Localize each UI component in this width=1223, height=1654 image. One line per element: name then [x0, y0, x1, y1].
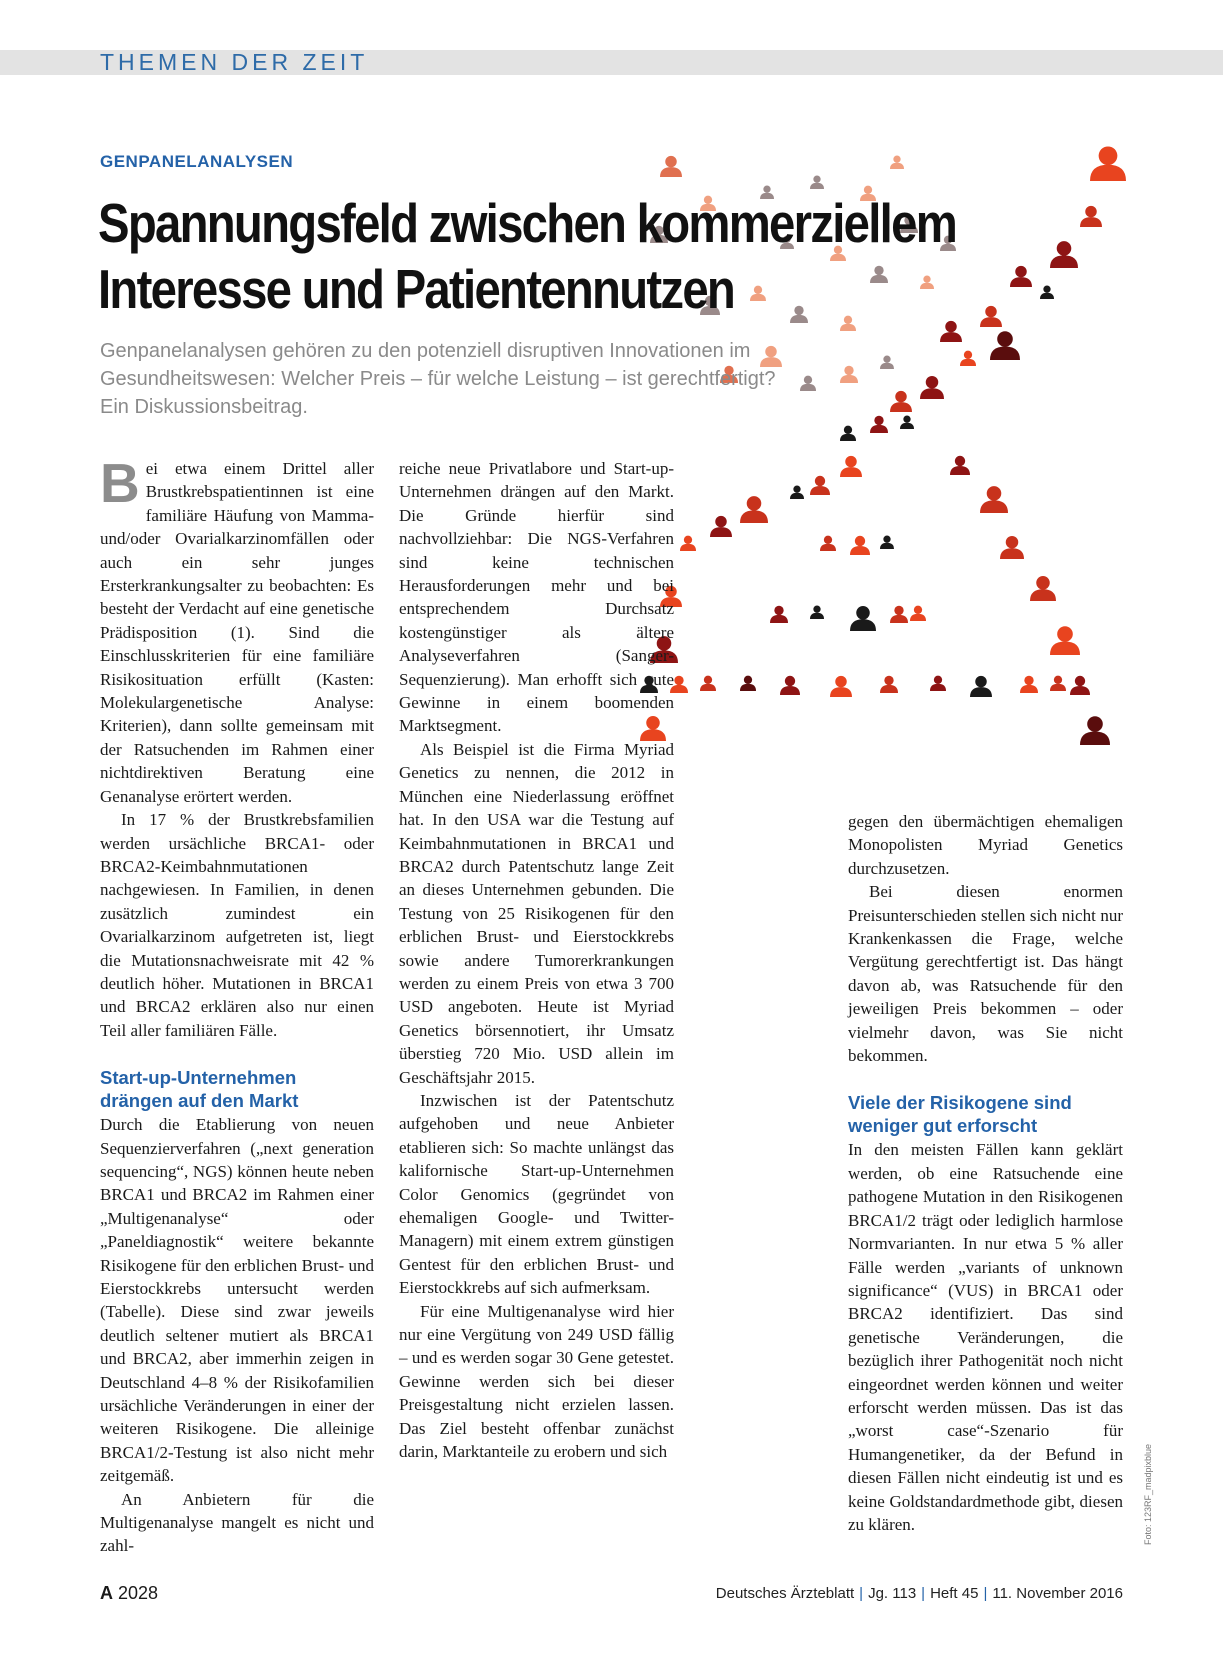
journal-issue: Heft 45 — [930, 1585, 979, 1602]
person-figure-icon — [850, 536, 870, 555]
person-figure-icon — [1020, 676, 1038, 693]
paragraph: In den meisten Fällen kann geklärt werden, ob eine Ratsuchende eine pathogene Mutation in den Risikogenen BRCA1/2 trägt oder lediglich harmlose Normvarianten. In nur etwa 5 % aller Fälle werden „variants of unknown significance“ (VUS) in BRCA1 oder BRCA2 identifiziert. Das sind genetische Veränderungen, die bezüglich ihrer Pathogenität noch nicht eingeordnet werden können und weiter erforscht werden müssen. Das ist das „worst case“-Szenario für Humangenetiker, da der Befund in diesen Fällen nicht eindeutig ist und es keine Goldstandardmethode gibt, diesen zu klären. — [848, 1140, 1123, 1534]
article-kicker: GENPANELANALYSEN — [100, 152, 294, 171]
person-figure-icon — [980, 486, 1008, 513]
person-figure-icon — [880, 536, 894, 549]
paragraph: ei etwa einem Drittel aller Brustkrebspatientinnen ist eine familiäre Häufung von Mamma- und/oder Ovarialkarzinomfällen oder auch ein sehr junges Ersterkrankungsalter zu beobachten: Es besteht der Verdacht auf eine genetische Prädisposition (1). Sind die Einschlusskriterien für eine familiäre Risikosituation erfüllt (Kasten: Molekulargenetische Analyse: Kriterien), dann sollte gemeinsam mit der Ratsuchenden im Rahmen einer nichtdirektiven Beratung eine Genanalyse erörtert werden. — [100, 459, 374, 806]
person-figure-icon — [830, 676, 852, 697]
paragraph: Inzwischen ist der Patentschutz aufgehoben und neue Anbieter etablieren sich: So machte unlängst das kalifornische Start-up-Unternehmen Color Genomics (gegründet von ehemaligen Google- und Twitter-Managern) mit einem extrem günstigen Gentest für den erblichen Brust- und Eierstockkrebs auf sich aufmerksam. — [399, 1090, 674, 1298]
person-figure-icon — [990, 331, 1020, 360]
person-figure-icon — [1000, 536, 1024, 559]
person-figure-icon — [810, 176, 824, 189]
drop-cap: B — [100, 452, 140, 514]
person-figure-icon — [880, 676, 898, 693]
paragraph: An Anbietern für die Multigenanalyse mangelt es nicht und zahl- — [100, 1489, 374, 1556]
person-figure-icon — [1050, 241, 1078, 268]
subheading-risk-genes — [848, 1091, 1123, 1137]
journal-volume: Jg. 113 — [868, 1585, 917, 1602]
text-column-1 — [100, 452, 374, 1558]
subheading-line: Viele der Risikogene sind — [848, 1092, 1072, 1114]
person-figure-icon — [780, 676, 800, 695]
person-figure-icon — [770, 606, 788, 623]
person-figure-icon — [740, 676, 756, 691]
person-figure-icon — [950, 456, 970, 475]
person-figure-icon — [850, 606, 876, 631]
person-figure-icon — [1080, 716, 1110, 745]
page-number-value: 2028 — [118, 1583, 159, 1603]
subheading-startups — [100, 1066, 374, 1112]
person-figure-icon — [1050, 676, 1066, 691]
person-figure-icon — [790, 486, 804, 499]
person-figure-icon — [900, 416, 914, 429]
person-figure-icon — [1070, 676, 1090, 695]
person-figure-icon — [820, 536, 836, 551]
photo-credit: Foto: 123RF_madpixblue — [1143, 1443, 1153, 1545]
person-figure-icon — [940, 321, 962, 342]
article-subtitle — [100, 337, 900, 421]
page-number — [100, 1583, 158, 1604]
person-figure-icon — [1010, 266, 1032, 287]
person-figure-icon — [840, 456, 862, 477]
person-figure-icon — [910, 606, 926, 621]
person-figure-icon — [1030, 576, 1056, 601]
journal-date: 11. November 2016 — [992, 1585, 1123, 1602]
person-figure-icon — [1040, 286, 1054, 299]
paragraph: Durch die Etablierung von neuen Sequenzierverfahren („next generation sequencing“, NGS) können heute neben BRCA1 und BRCA2 im Rahmen einer „Multigenanalyse“ oder „Paneldiagnostik“ weitere bekannte Risikogene für den erblichen Brust- und Eierstockkrebs untersucht werden (Tabelle). Diese sind zwar jeweils deutlich seltener mutiert als BRCA1 und BRCA2, aber immerhin zeigen in Deutschland 4–8 % der Risikofamilien ursächliche Veränderungen in einer der weiteren Risikogene. Die alleinige BRCA1/2-Testung ist also nicht mehr zeitgemäß. — [100, 1115, 374, 1486]
person-figure-icon — [810, 476, 830, 495]
page-prefix: A — [100, 1583, 113, 1603]
person-figure-icon — [660, 156, 682, 177]
person-figure-icon — [740, 496, 768, 523]
subheading-line: drängen auf den Markt — [100, 1090, 299, 1112]
person-figure-icon — [980, 306, 1002, 327]
person-figure-icon — [1080, 206, 1102, 227]
paragraph: Für eine Multigenanalyse wird hier nur eine Vergütung von 249 USD fällig – und es werden sogar 30 Gene getestet. Gewinne werden sich bei dieser Preisgestaltung nicht erzielen lassen. Das Ziel besteht offenbar zunächst darin, Marktanteile zu erobern und sich — [399, 1301, 674, 1462]
article-title: Spannungsfeld zwischen kommerziellem Interesse und Patientennutzen — [98, 192, 957, 320]
footer-separator: | — [921, 1585, 926, 1602]
person-figure-icon — [930, 676, 946, 691]
footer-separator: | — [983, 1585, 988, 1602]
person-figure-icon — [890, 156, 904, 169]
person-figure-icon — [970, 676, 992, 697]
subheading-line: Start-up-Unternehmen — [100, 1067, 297, 1089]
person-figure-icon — [810, 606, 824, 619]
journal-footer — [716, 1585, 1123, 1602]
subtitle-line: Ein Diskussionsbeitrag. — [100, 396, 308, 418]
paragraph: gegen den übermächtigen ehemaligen Monopolisten Myriad Genetics durchzusetzen. — [848, 812, 1123, 878]
journal-name: Deutsches Ärzteblatt — [715, 1585, 855, 1602]
person-figure-icon — [710, 516, 732, 537]
person-figure-icon — [680, 536, 696, 551]
person-figure-icon — [1050, 626, 1080, 655]
person-figure-icon — [840, 426, 856, 441]
section-label: THEMEN DER ZEIT — [100, 49, 369, 75]
person-figure-icon — [960, 351, 976, 366]
person-figure-icon — [1090, 146, 1126, 181]
subheading-line: weniger gut erforscht — [848, 1115, 1038, 1137]
footer-separator: | — [859, 1585, 864, 1602]
subtitle-line: Gesundheitswesen: Welcher Preis – für welche Leistung – ist gerechtfertigt? — [100, 368, 776, 390]
text-column-2 — [399, 457, 674, 1463]
person-figure-icon — [890, 606, 908, 623]
text-column-3 — [848, 810, 1123, 1536]
subtitle-line: Genpanelanalysen gehören zu den potenziell disruptiven Innovationen im — [100, 340, 751, 362]
paragraph: In 17 % der Brustkrebsfamilien werden ursächliche BRCA1- oder BRCA2-Keimbahnmutationen nachgewiesen. In Familien, in denen zusätzlich zumindest ein Ovarialkarzinom aufgetreten ist, liegt die Mutationsnachweisrate mit 42 % deutlich höher. Mutationen in BRCA1 und BRCA2 erklären also nur einen Teil aller familiären Fälle. — [100, 810, 374, 1040]
paragraph: Bei diesen enormen Preisunterschieden stellen sich nicht nur Krankenkassen die Frage, welche Vergütung gerechtfertigt ist. Das hängt davon ab, was Ratsuchende für den jeweiligen Preis bekommen – oder vielmehr davon, was Sie nicht bekommen. — [848, 882, 1123, 1066]
paragraph: reiche neue Privatlabore und Start-up- Unternehmen drängen auf den Markt. Die Gründe hierfür sind nachvollziehbar: Die NGS-Verfahren sind keine technischen Herausforderungen mehr und bei entsprechendem Durchsatz kostengünstiger als ältere Analyseverfahren (Sanger-Sequenzierung). Man erhofft sich gute Gewinne in einem boomenden Marktsegment. — [399, 459, 674, 736]
paragraph: Als Beispiel ist die Firma Myriad Genetics zu nennen, die 2012 in München eine Niederlassung eröffnet hat. In den USA war die Testung auf Keimbahnmutationen in BRCA1 und BRCA2 durch Patentschutz lange Zeit an dieses Unternehmen gebunden. Die Testung von 25 Risikogenen für den erblichen Brust- und Eierstockkrebs sowie andere Tumorerkrankungen werden zu einem Preis von etwa 3 700 USD angeboten. Heute ist Myriad Genetics börsennotiert, ihr Umsatz überstieg 720 Mio. USD allein im Geschäftsjahr 2015. — [399, 739, 674, 1087]
person-figure-icon — [920, 376, 944, 399]
person-figure-icon — [700, 676, 716, 691]
